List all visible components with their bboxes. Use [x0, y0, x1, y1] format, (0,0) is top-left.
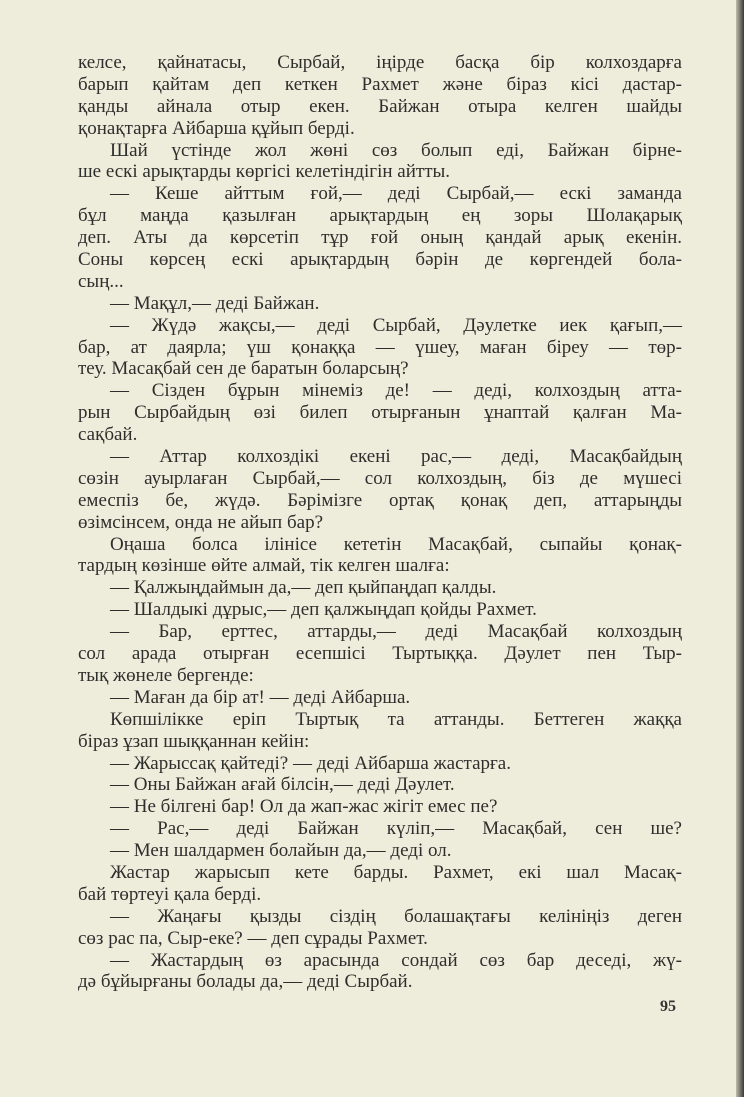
text-line: бай төртеуі қала берді.	[78, 883, 262, 905]
text-line: — Жастардың өз арасында сондай сөз бар деседі, жү-	[110, 949, 682, 971]
text-line: — Шалдыкі дұрыс,— деп қалжыңдап қойды Рахмет.	[110, 599, 537, 621]
text-line: Жастар жарысып кете барды. Рахмет, екі шал Масақ-	[110, 861, 682, 883]
text-line: бар, ат даярла; үш қонаққа — үшеу, маған біреу — төр-	[78, 336, 682, 358]
text-line: сол арада отырған есепшісі Тыртыққа. Дәулет пен Тыр-	[78, 643, 682, 665]
text-line: — Рас,— деді Байжан күліп,— Масақбай, сен ше?	[110, 818, 682, 840]
text-line: рын Сырбайдың өзі билеп отырғанын ұнаптай қалған Ма-	[78, 402, 682, 424]
text-line: ше ескі арықтарды көргісі келетіндігін айтты.	[78, 161, 451, 183]
page-body-text	[78, 52, 682, 993]
text-line: барып қайтам деп кеткен Рахмет және біраз кісі дастар-	[78, 73, 682, 95]
text-line: — Қалжыңдаймын да,— деп қыйпаңдап қалды.	[110, 577, 497, 599]
text-line: біраз ұзап шыққаннан кейін:	[78, 730, 310, 752]
text-line: қанды айнала отыр екен. Байжан отыра келген шайды	[78, 95, 682, 117]
text-line: Соны көрсең ескі арықтардың бәрін де көргендей бола-	[78, 249, 682, 271]
text-line: теу. Масақбай сен де баратын боларсың?	[78, 358, 409, 380]
text-line: деп. Аты да көрсетіп тұр ғой оның қандай арық екенін.	[78, 227, 682, 249]
text-line: дә бұйырғаны болады да,— деді Сырбай.	[78, 971, 413, 993]
text-line: — Оны Байжан ағай білсін,— деді Дәулет.	[110, 774, 455, 796]
text-line: — Жүдә жақсы,— деді Сырбай, Дәулетке иек қағып,—	[110, 314, 682, 336]
text-line: тардың көзінше өйте алмай, тік келген шалға:	[78, 555, 450, 577]
text-line: келсе, қайнатасы, Сырбай, іңірде басқа бір колхоздарға	[78, 52, 682, 73]
text-line: — Жарыссақ қайтеді? — деді Айбарша жастарға.	[110, 752, 511, 774]
text-line: — Кеше айттым ғой,— деді Сырбай,— ескі заманда	[110, 183, 682, 205]
page-number: 95	[660, 998, 676, 1015]
text-line: сөзін ауырлаған Сырбай,— сол колхоздың, біз де мүшесі	[78, 467, 682, 489]
text-line: — Мақұл,— деді Байжан.	[110, 292, 320, 314]
text-line: — Жаңағы қызды сіздің болашақтағы келініңіз деген	[110, 905, 682, 927]
text-line: сың...	[78, 270, 124, 292]
text-line: — Бар, ерттес, аттарды,— деді Масақбай колхоздың	[110, 621, 682, 643]
text-line: Шай үстінде жол жөні сөз болып еді, Байжан бірне-	[110, 139, 682, 161]
text-line: — Сізден бұрын мінеміз де! — деді, колхоздың атта-	[110, 380, 682, 402]
text-line: сөз рас па, Сыр-еке? — деп сұрады Рахмет.	[78, 927, 428, 949]
text-line: — Аттар колхоздікі екені рас,— деді, Масақбайдың	[110, 446, 682, 468]
text-line: өзімсінсем, онда не айып бар?	[78, 511, 323, 533]
text-line: — Мен шалдармен болайын да,— деді ол.	[110, 840, 452, 862]
text-line: Көпшілікке еріп Тыртық та аттанды. Беттеген жаққа	[110, 708, 682, 730]
text-line: Оңаша болса ілінісе кететін Масақбай, сыпайы қонақ-	[110, 533, 682, 555]
text-line: тық жөнеле бергенде:	[78, 664, 254, 686]
text-line: қонақтарға Айбарша құйып берді.	[78, 117, 355, 139]
text-line: емеспіз бе, жүдә. Бәрімізге ортақ қонақ деп, аттарыңды	[78, 489, 682, 511]
text-line: — Не білгені бар! Ол да жап-жас жігіт емес пе?	[110, 796, 498, 818]
page-edge-shadow	[736, 0, 744, 1097]
text-line: сақбай.	[78, 424, 138, 446]
text-line: бұл маңда қазылған арықтардың ең зоры Шолақарық	[78, 205, 682, 227]
text-line: — Маған да бір ат! — деді Айбарша.	[110, 686, 411, 708]
